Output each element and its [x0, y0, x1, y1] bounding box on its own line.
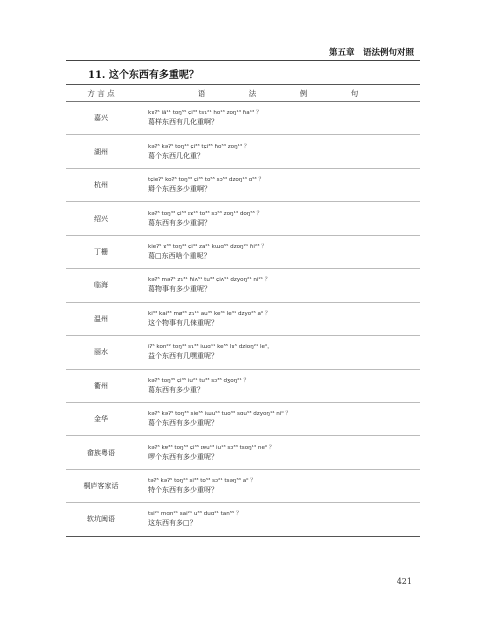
example-cell [136, 135, 420, 168]
dialect-place: 衢州 [66, 369, 136, 402]
dialect-place: 绍兴 [66, 202, 136, 235]
table-row [66, 336, 420, 369]
chinese-sentence: 搿个东西多少重啊？ [148, 185, 211, 194]
ipa-transcription: kəʔ⁵ kɐ³³ toŋ⁵³ ɕi³⁵ ɪɐu¹³ iu¹³ sɔ³³ tsoŋ¹³ ne⁰ ？ [148, 444, 275, 451]
table-row [66, 436, 420, 469]
ipa-transcription: tɕieʔ⁵ koʔ⁵ toŋ³³ ɕi³⁵ to⁵⁵ sɔ⁵³ dzoŋ¹³ ɑ⁵³ ？ [148, 177, 265, 184]
ipa-transcription: iʔ⁵ kon²² toŋ⁴⁴ sɿ³³ iɯɑ¹¹ ke⁵⁵ lɤ⁵ dzioŋ²¹ le⁰， [148, 344, 273, 351]
chapter-header: 第五章 语法例句对照 [328, 48, 414, 58]
table-row [66, 469, 420, 502]
table-row [66, 102, 420, 135]
example-cell [136, 102, 420, 135]
ipa-transcription: təʔ⁵ kəʔ⁵ toŋ²⁴ si³³ to⁵³ sɔ²¹ tsəŋ⁵³ a⁰ ？ [148, 478, 256, 485]
column-header-place: 方 言 点 [66, 85, 136, 102]
table-row [66, 135, 420, 168]
dialect-table [66, 84, 420, 537]
ipa-transcription: kieʔ⁵ ɤ³³ toŋ⁴⁴ ɕi⁴⁴ za²¹ kɯɑ⁵⁵ dzoŋ²¹ ɦi²³ ？ [148, 243, 267, 250]
example-cell [136, 503, 420, 536]
chinese-sentence: 葛□东西啥个重呢？ [148, 251, 211, 260]
table-row [66, 369, 420, 402]
table-header-row [66, 85, 420, 102]
example-cell [136, 168, 420, 201]
chinese-sentence: 葛个东西有多少重呢？ [148, 419, 218, 428]
dialect-place: 金华 [66, 402, 136, 435]
example-cell [136, 336, 420, 369]
example-cell [136, 469, 420, 502]
example-cell [136, 235, 420, 268]
example-cell [136, 402, 420, 435]
table-row [66, 302, 420, 335]
chinese-sentence: 葛物事有多少重呢？ [148, 285, 211, 294]
chinese-sentence: 葛东西有多少重洞？ [148, 218, 211, 227]
dialect-place: 嘉兴 [66, 102, 136, 135]
ipa-transcription: kɤʔ⁵ iã¹¹ toŋ⁵⁵ ɕi³³ tsɿ²¹ ho¹³ zoŋ¹³ ɦa¹³ ？ [148, 110, 262, 117]
dialect-place: 软坑闽语 [66, 503, 136, 536]
example-cell [136, 436, 420, 469]
chinese-sentence: 葛东西有多少重？ [148, 385, 204, 394]
ipa-transcription: ki³³ kai³³ mø²³ zɿ¹¹ au³⁵ ke³¹ le³¹ dzyo²⁵ a⁰ ？ [148, 310, 271, 317]
dialect-place: 丁栅 [66, 235, 136, 268]
ipa-transcription: kəʔ⁵ kəʔ⁵ toŋ⁴⁴ ɕi³³ tɕi³⁵ ɦo⁵³ zoŋ¹³ ？ [148, 143, 250, 150]
table-row [66, 402, 420, 435]
example-cell [136, 302, 420, 335]
chinese-sentence: 啰个东西有多少重呢？ [148, 452, 218, 461]
chinese-sentence: 葛个东西几化重？ [148, 151, 204, 160]
example-cell [136, 202, 420, 235]
chinese-sentence: 葛样东西有几化重啊？ [148, 118, 218, 127]
table-row [66, 235, 420, 268]
ipa-transcription: kəʔ⁵ məʔ⁵ zɿ³¹ ɦiʌ⁵¹ tu³³ ɕiʌ⁵¹ dzyoŋ²¹ ni²¹ ？ [148, 277, 271, 284]
header-rule [66, 60, 420, 61]
section-title: 11. 这个东西有多重呢？ [88, 70, 199, 81]
dialect-place: 杭州 [66, 168, 136, 201]
page-number: 421 [396, 577, 412, 586]
column-header-example: 语 法 例 句 [136, 85, 420, 102]
dialect-place: 临海 [66, 269, 136, 302]
example-cell [136, 269, 420, 302]
dialect-place: 温州 [66, 302, 136, 335]
chinese-sentence: 这东西有多□？ [148, 519, 197, 528]
table-row [66, 269, 420, 302]
ipa-transcription: kəʔ⁵ toŋ³³ ɕi⁵³ ɪɤ¹³ to³³ sɔ⁵³ zoŋ¹³ doŋ⁵⁵ ？ [148, 210, 263, 217]
dialect-place: 湖州 [66, 135, 136, 168]
example-cell [136, 369, 420, 402]
chinese-sentence: 益个东西有几嘿重呢？ [148, 352, 218, 361]
ipa-transcription: kəʔ⁵ toŋ³⁵ ɕi³⁵ iu²¹ tu³³ sɔ³⁵ dʒoŋ²¹ ？ [148, 377, 250, 384]
chinese-sentence: 特个东西有多少重呀？ [148, 486, 218, 495]
table-row [66, 503, 420, 536]
dialect-place: 畲族粤语 [66, 436, 136, 469]
dialect-place: 桐庐客家话 [66, 469, 136, 502]
table-row [66, 168, 420, 201]
chinese-sentence: 这个物事有几俫重呢？ [148, 318, 218, 327]
ipa-transcription: kəʔ⁵ kəʔ⁵ toŋ³³ sie⁵⁵ iɯu⁵³ tuo³³ sɑu⁵³ dzyoŋ¹⁴ ni⁰ ？ [148, 411, 291, 418]
table-row [66, 202, 420, 235]
ipa-transcription: tsi²¹ mɑn²¹ sai²¹ u³³ duɑ²¹ tan⁵⁵ ？ [148, 511, 242, 518]
dialect-place: 丽水 [66, 336, 136, 369]
